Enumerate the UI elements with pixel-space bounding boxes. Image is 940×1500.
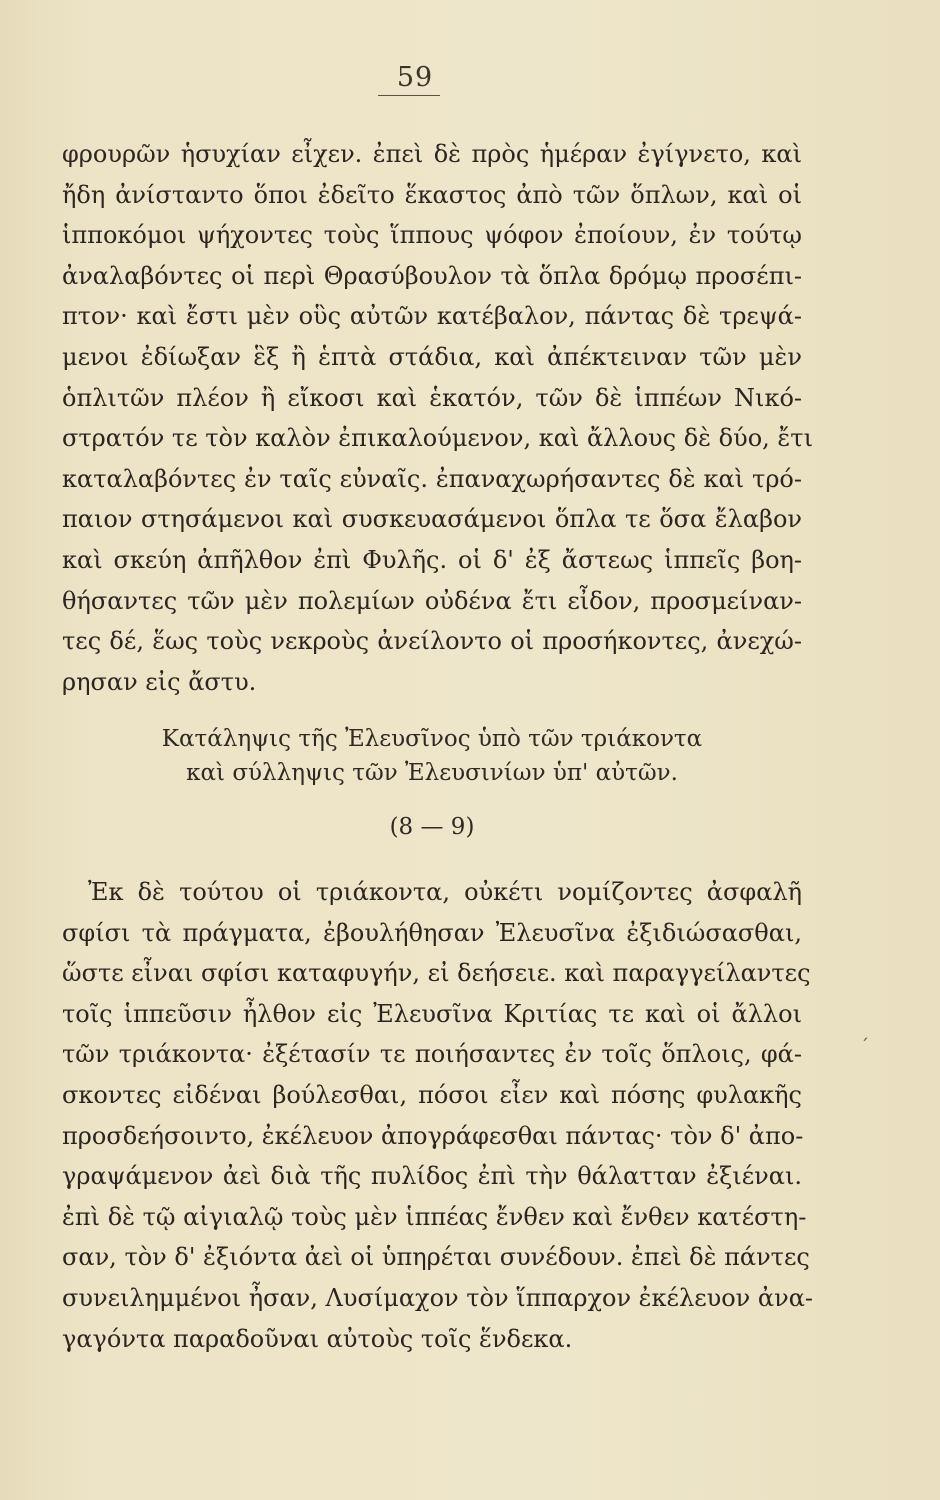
text-line: θήσαντες τῶν μὲν πολεμίων οὐδένα ἔτι εἶδον, προσμείναν- [62, 586, 802, 615]
text-line: ἱπποκόμοι ψήχοντες τοὺς ἵππους ψόφον ἐποίουν, ἐν τούτῳ [62, 221, 802, 250]
text-line: συνειλημμένοι ἦσαν, Λυσίμαχον τὸν ἵππαρχον ἐκέλευον ἀνα- [62, 1283, 814, 1312]
text-line: τῶν τριάκοντα· ἐξέτασίν τε ποιήσαντες ἐν τοῖς ὅπλοις, φά- [62, 1040, 802, 1069]
text-line: μενοι ἐδίωξαν ἓξ ἢ ἑπτὰ στάδια, καὶ ἀπέκτειναν τῶν μὲν [62, 342, 802, 371]
text-line: φρουρῶν ἡσυχίαν εἶχεν. ἐπεὶ δὲ πρὸς ἡμέραν ἐγίγνετο, καὶ [62, 140, 802, 168]
text-line: τοῖς ἱππεῦσιν ἦλθον εἰς Ἐλευσῖνα Κριτίας τε καὶ οἱ ἄλλοι [62, 999, 802, 1028]
paragraph-2 [62, 872, 814, 1359]
margin-mark: ˊ [860, 1036, 869, 1057]
text-line: Ἐκ δὲ τούτου οἱ τριάκοντα, οὐκέτι νομίζοντες ἀσφαλῆ [88, 878, 802, 906]
paragraph-1 [62, 134, 813, 702]
text-line: καὶ σκεύη ἀπῆλθον ἐπὶ Φυλῆς. οἱ δ' ἐξ ἄστεως ἱππεῖς βοη- [62, 545, 802, 574]
text-line: παιον στησάμενοι καὶ συσκευασάμενοι ὅπλα τε ὅσα ἔλαβον [62, 505, 802, 534]
text-line: ρησαν εἰς ἄστυ. [62, 667, 257, 696]
text-line: ἤδη ἀνίσταντο ὅποι ἐδεῖτο ἕκαστος ἀπὸ τῶν ὅπλων, καὶ οἱ [62, 180, 802, 209]
text-line: σκοντες εἰδέναι βούλεσθαι, πόσοι εἶεν καὶ πόσης φυλακῆς [62, 1080, 802, 1109]
text-line: ὁπλιτῶν πλέον ἢ εἴκοσι καὶ ἑκατόν, τῶν δὲ ἱππέων Νικό- [62, 383, 802, 412]
section-heading-line-1: Κατάληψις τῆς Ἐλευσῖνος ὑπὸ τῶν τριάκοντα [161, 726, 703, 752]
page-number: 59 [396, 62, 434, 93]
section-heading-line-2: καὶ σύλληψις τῶν Ἐλευσινίων ὑπ' αὐτῶν. [186, 760, 678, 786]
text-line: ὥστε εἶναι σφίσι καταφυγήν, εἰ δεήσειε. καὶ παραγγείλαντες [62, 959, 811, 988]
text-line: στρατόν τε τὸν καλὸν ἐπικαλούμενον, καὶ ἄλλους δὲ δύο, ἔτι [62, 424, 813, 453]
text-line: τες δέ, ἕως τοὺς νεκροὺς ἀνείλοντο οἱ προσήκοντες, ἀνεχώ- [62, 627, 802, 656]
text-line: προσδεήσοιντο, ἐκέλευον ἀπογράφεσθαι πάντας· τὸν δ' ἀπο- [62, 1121, 804, 1150]
page-number-underline [378, 95, 440, 96]
text-line: γραψάμενον ἀεὶ διὰ τῆς πυλίδος ἐπὶ τὴν θάλατταν ἐξιέναι. [62, 1162, 802, 1191]
text-line: ἀναλαβόντες οἱ περὶ Θρασύβουλον τὰ ὅπλα δρόμῳ προσέπι- [62, 261, 802, 290]
text-line: γαγόντα παραδοῦναι αὐτοὺς τοῖς ἕνδεκα. [62, 1324, 573, 1353]
text-line: καταλαβόντες ἐν ταῖς εὐναῖς. ἐπαναχωρήσαντες δὲ καὶ τρό- [62, 464, 802, 493]
text-line: σφίσι τὰ πράγματα, ἐβουλήθησαν Ἐλευσῖνα ἐξιδιώσασθαι, [62, 918, 802, 947]
text-line: πτον· καὶ ἔστι μὲν οὓς αὐτῶν κατέβαλον, πάντας δὲ τρεψά- [62, 302, 802, 331]
text-line: σαν, τὸν δ' ἐξιόντα ἀεὶ οἱ ὑπηρέται συνέδουν. ἐπεὶ δὲ πάντες [62, 1243, 810, 1272]
text-line: ἐπὶ δὲ τῷ αἰγιαλῷ τοὺς μὲν ἱππέας ἔνθεν καὶ ἔνθεν κατέστη- [62, 1202, 807, 1231]
section-number: (8 — 9) [389, 814, 475, 840]
